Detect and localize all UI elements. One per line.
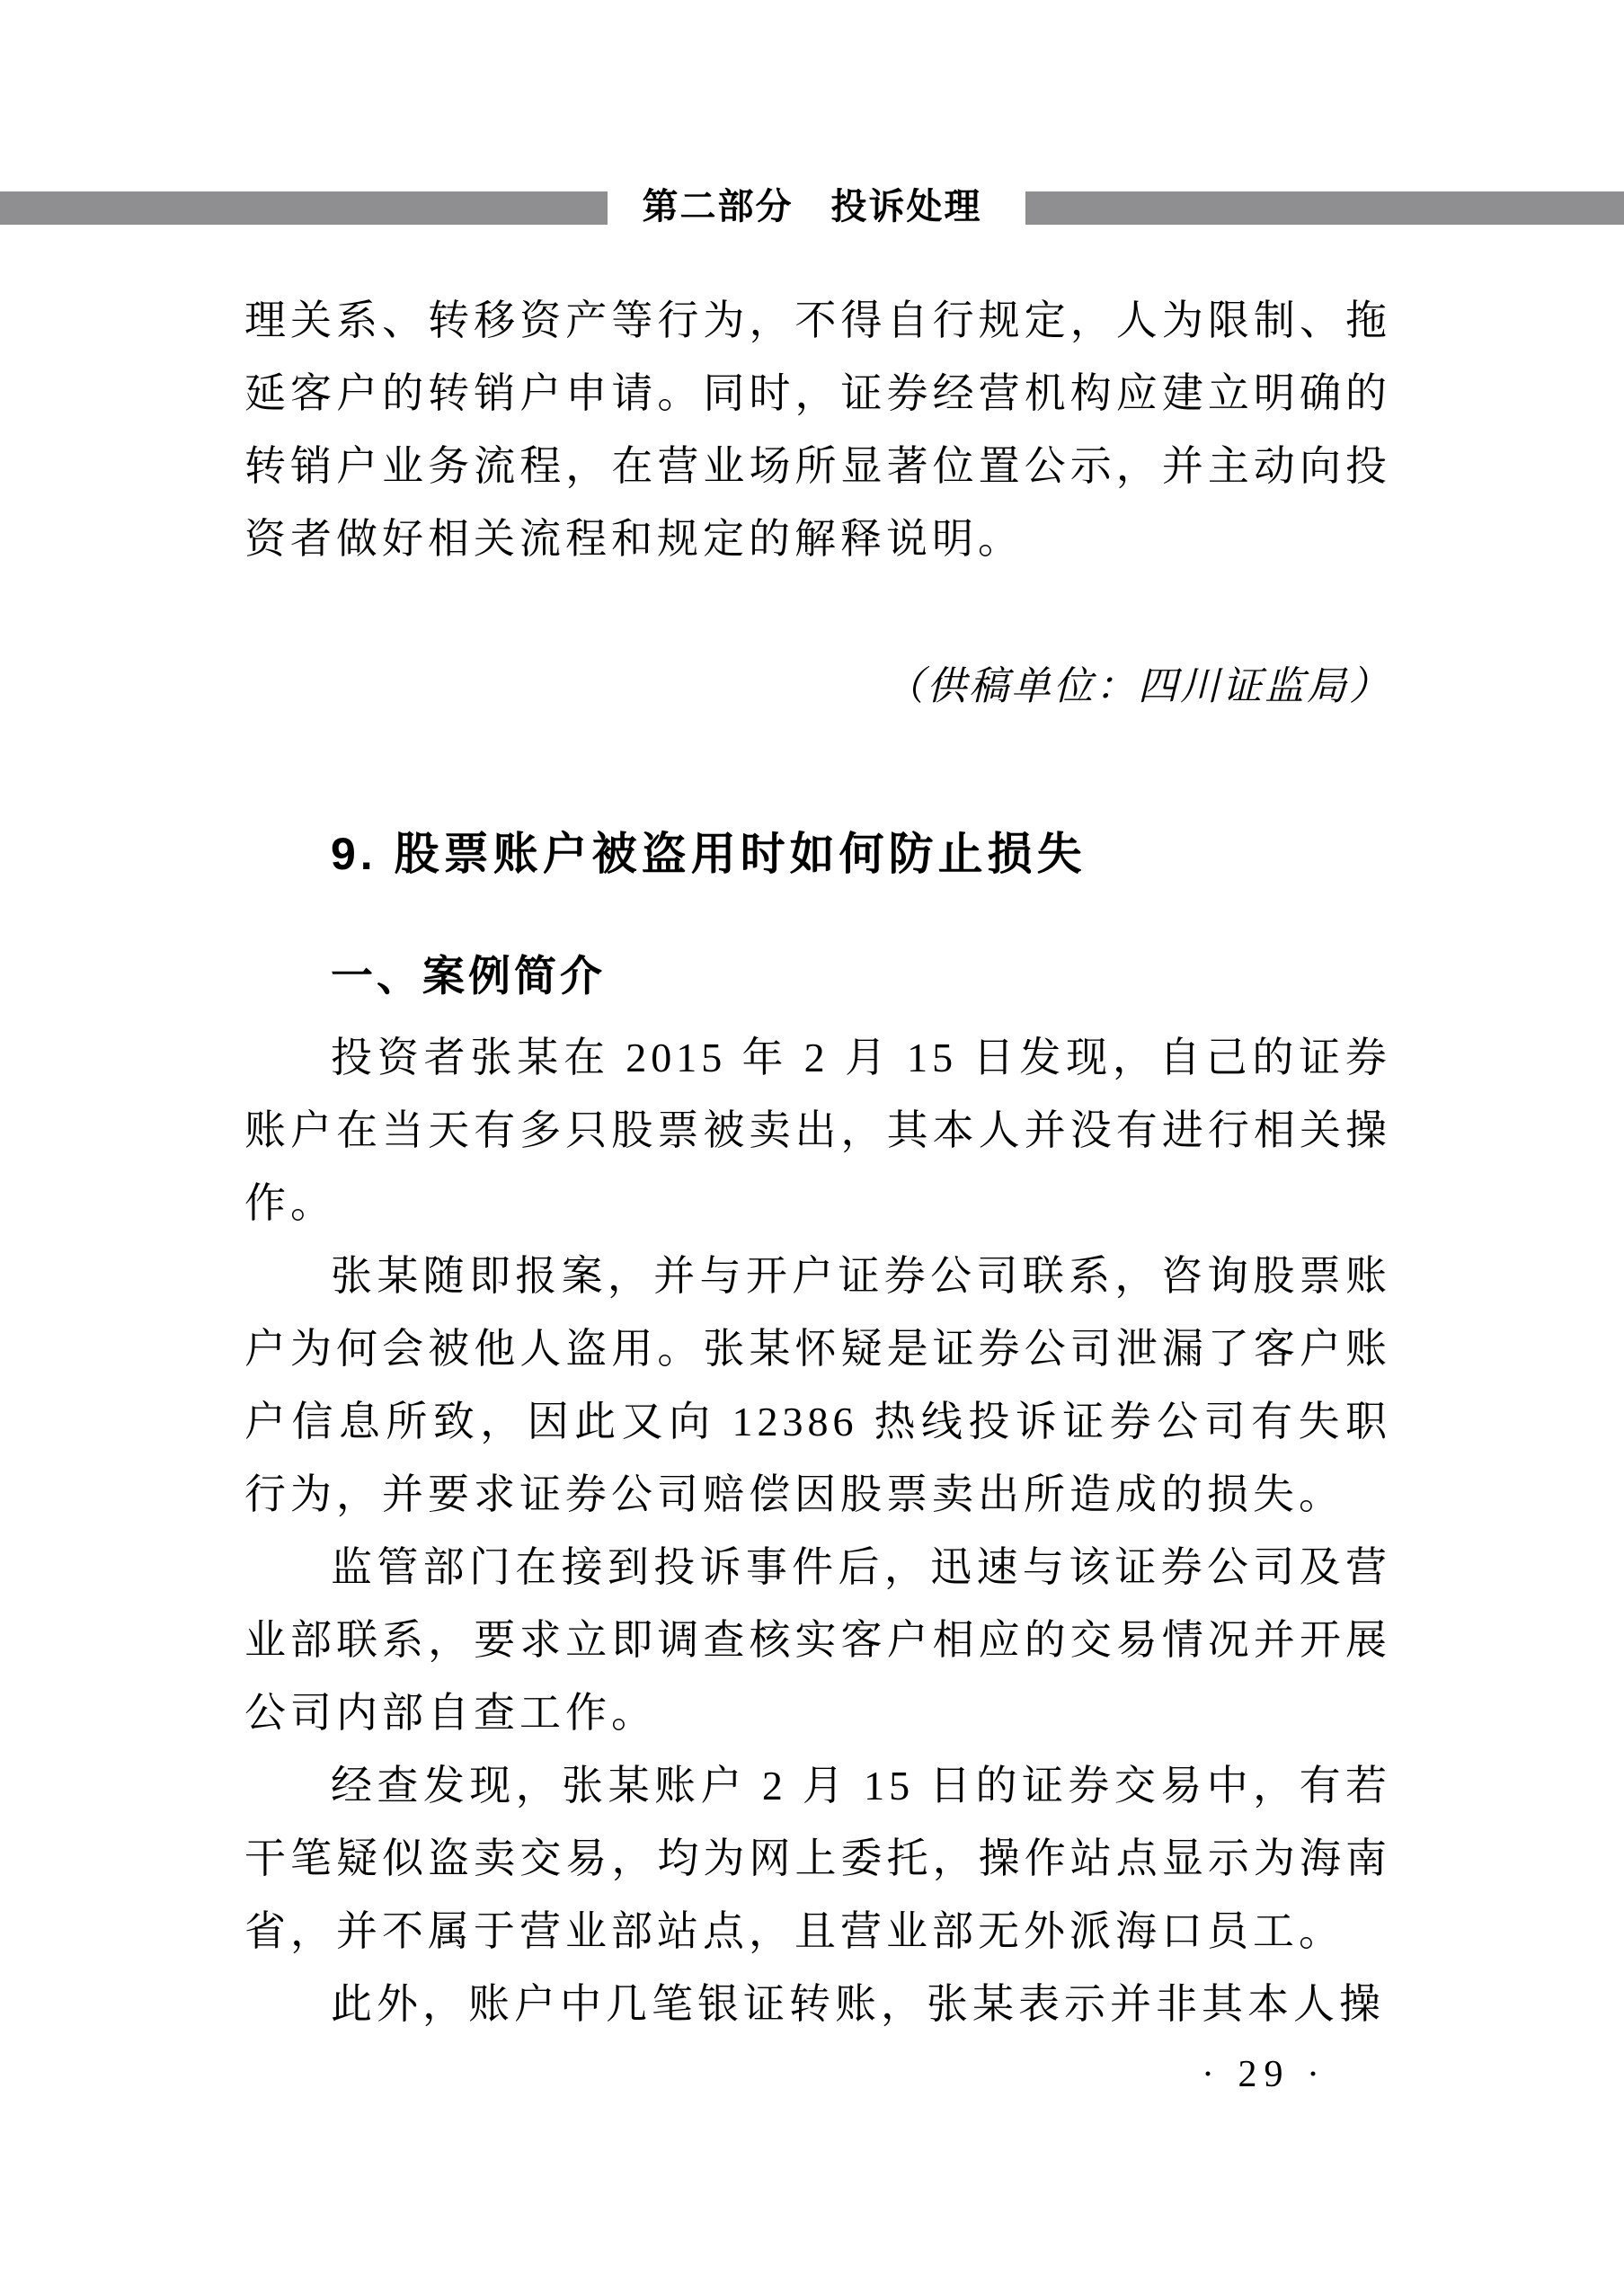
paragraph-continuation: 理关系、转移资产等行为，不得自行规定，人为限制、拖延客户的转销户申请。同时，证券经营机构应建立明确的转销户业务流程，在营业场所显著位置公示，并主动向投资者做好相关流程和规定的解释说明。 (244, 298, 1391, 562)
page-content (244, 284, 1391, 2040)
paragraph: 张某随即报案，并与开户证券公司联系，咨询股票账户为何会被他人盗用。张某怀疑是证券公司泄漏了客户账户信息所致，因此又向 12386 热线投诉证券公司有失职行为，并要求证券公司赔偿因股票卖出所造成的损失。 (244, 1253, 1391, 1517)
paragraph: 投资者张某在 2015 年 2 月 15 日发现，自己的证券账户在当天有多只股票被卖出，其本人并没有进行相关操作。 (244, 1035, 1391, 1226)
subsection-heading: 一、案例简介 (331, 952, 606, 1000)
running-head: 第二部分 投诉处理 (642, 187, 982, 227)
page-number: · 29 · (1202, 2054, 1327, 2095)
paragraph: 监管部门在接到投诉事件后，迅速与该证券公司及营业部联系，要求立即调查核实客户相应的交易情况并开展公司内部自查工作。 (244, 1544, 1391, 1736)
paragraph: 经查发现，张某账户 2 月 15 日的证券交易中，有若干笔疑似盗卖交易，均为网上委托，操作站点显示为海南省，并不属于营业部站点，且营业部无外派海口员工。 (244, 1763, 1391, 1954)
attribution-line: （供稿单位：四川证监局） (884, 664, 1391, 708)
paragraph: 此外，账户中几笔银证转账，张某表示并非其本人操 (331, 1981, 1385, 2027)
header-rule-right (1025, 191, 1624, 225)
section-heading: 9. 股票账户被盗用时如何防止损失 (331, 829, 1087, 879)
